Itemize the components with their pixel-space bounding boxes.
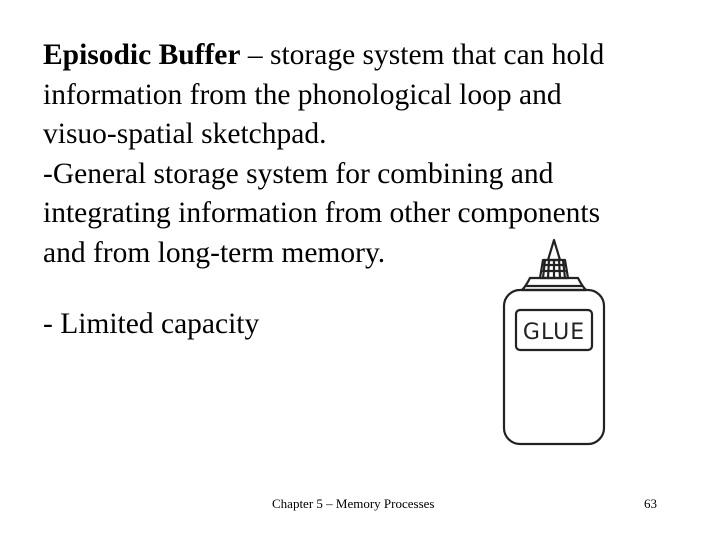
definition-line-3: visuo-spatial sketchpad. [43, 118, 327, 151]
glue-label-text: GLUE [522, 320, 586, 345]
bullet-general-storage-3: and from long-term memory. [43, 236, 386, 269]
bullet-general-storage-2: integrating information from other components [43, 197, 601, 230]
definition-line-1 [43, 36, 683, 76]
bullet-general-storage-1: -General storage system for combining and [43, 157, 554, 190]
bullet-limited-capacity: - Limited capacity [43, 308, 260, 340]
footer-chapter-title: Chapter 5 – Memory Processes [272, 496, 435, 511]
term-heading: Episodic Buffer [43, 39, 241, 71]
definition-text-1: – storage system that can hold [240, 39, 605, 71]
glue-bottle-icon [486, 230, 622, 450]
page-number: 63 [644, 496, 657, 511]
definition-line-2: information from the phonological loop and [43, 78, 562, 111]
